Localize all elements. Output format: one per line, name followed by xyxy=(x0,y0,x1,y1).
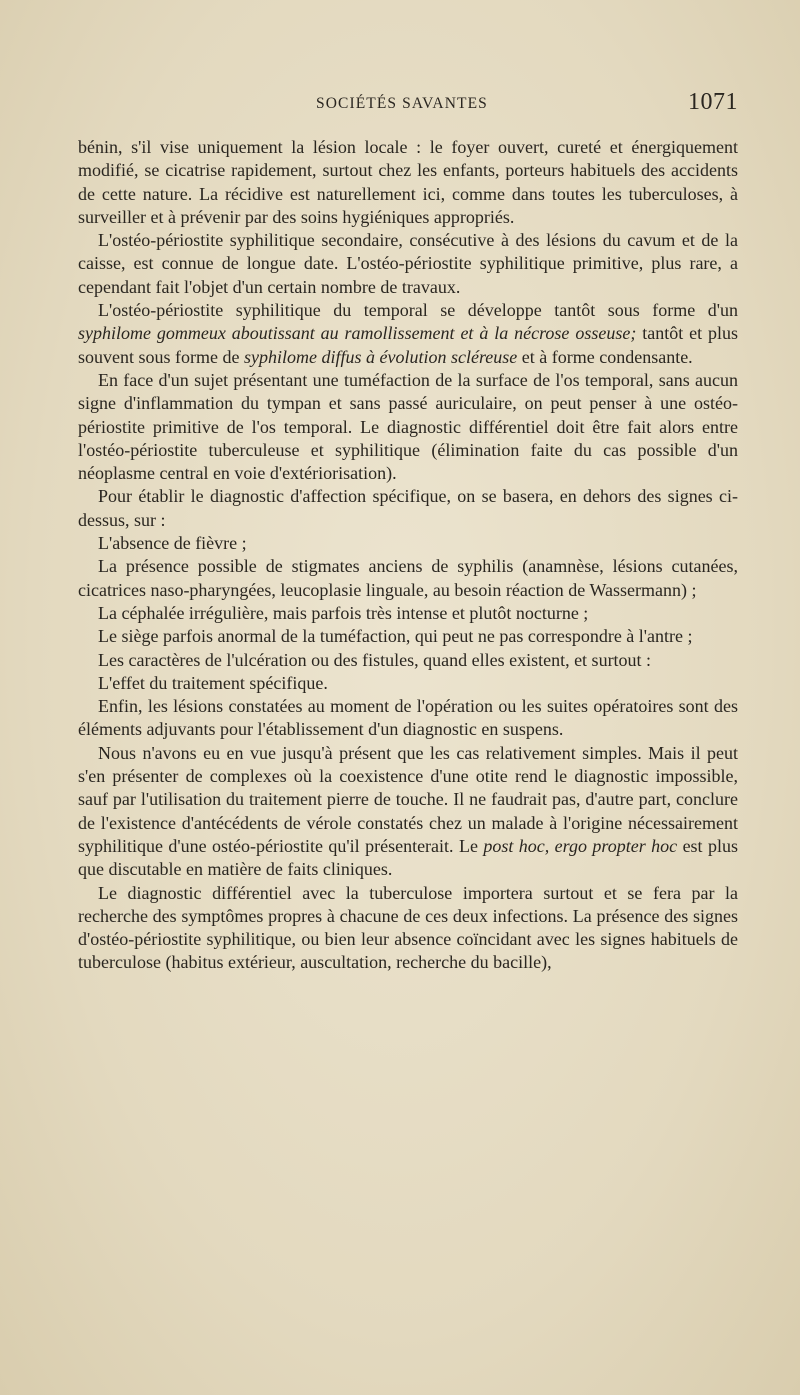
text-run: Les caractères de l'ulcération ou des fistules, quand elles existent, et surtout : xyxy=(98,649,652,670)
text-run: Le siège parfois anormal de la tuméfaction, qui peut ne pas correspondre à l'antre ; xyxy=(98,626,693,647)
italic-text: syphilome diffus à évolution scléreuse xyxy=(243,346,518,367)
text-run: et à forme condensante. xyxy=(517,346,693,367)
paragraph xyxy=(78,485,738,532)
text-run: L'absence de fièvre ; xyxy=(98,533,247,554)
paragraph xyxy=(78,695,738,742)
text-run: En face d'un sujet présentant une tuméfaction de la surface de l'os temporal, sans aucun signe d'inflammation du tympan et sans passé auriculaire, on peut penser à une ostéo-périostite primitive de l'os temporal. Le diagnostic différentiel doit être fait alors entre l'ostéo-périostite tuberculeuse et syphilitique (élimination faite du cas possible d'un néoplasme central en voie d'extériorisation). xyxy=(78,369,738,484)
text-run: Nous n'avons eu en vue jusqu'à présent que les cas relativement simples. Mais il peut s'en présenter de complexes où la coexistence d'une otite rend le diagnostic impossible, sauf par l'utilisation du traitement pierre de touche. Il ne faudrait pas, d'autre part, conclure de l'existence d'antécédents de vérole constatés chez un malade à l'origine nécessairement syphilitique d'une ostéo-périostite qu'il présenterait. Le xyxy=(78,742,738,856)
body-text xyxy=(78,136,738,975)
text-run: L'ostéo-périostite syphilitique secondaire, consécutive à des lésions du cavum et de la caisse, est connue de longue date. L'ostéo-périostite syphilitique primitive, plus rare, a cependant fait l'objet d'un certain nombre de travaux. xyxy=(78,230,738,297)
page-number: 1071 xyxy=(688,89,738,115)
text-run: Enfin, les lésions constatées au moment de l'opération ou les suites opératoires sont des éléments adjuvants pour l'établissement d'un diagnostic en suspens. xyxy=(78,696,738,740)
text-run: Pour établir le diagnostic d'affection spécifique, on se basera, en dehors des signes ci-dessus, sur : xyxy=(78,486,738,530)
page-header xyxy=(78,89,738,123)
text-run: L'ostéo-périostite syphilitique du temporal se développe tantôt sous forme d'un xyxy=(98,300,738,321)
text-run: Le diagnostic différentiel avec la tuberculose importera surtout et se fera par la recherche des symptômes propres à chacune de ces deux infections. La présence des signes d'ostéo-périostite syphilitique, ou bien leur absence coïncidant avec les signes habituels de tuberculose (habitus extérieur, auscultation, recherche du bacille), xyxy=(78,882,738,973)
italic-text: syphilome gommeux aboutissant au ramollissement et à la nécrose osseuse; xyxy=(78,323,637,344)
text-run: bénin, s'il vise uniquement la lésion locale : le foyer ouvert, cureté et énergiquement modifié, se cicatrise rapidement, surtout chez les enfants, porteurs habituels des accidents de cette nature. La récidive est naturellement ici, comme dans toutes les tuberculoses, à surveiller et à prévenir par des soins hygiéniques appropriés. xyxy=(78,137,738,227)
paragraph xyxy=(78,625,738,648)
paragraph xyxy=(78,369,738,485)
paragraph xyxy=(78,555,738,602)
paragraph xyxy=(78,672,738,695)
paragraph xyxy=(78,532,738,555)
text-run: La céphalée irrégulière, mais parfois très intense et plutôt nocturne ; xyxy=(98,602,589,623)
paragraph xyxy=(78,882,738,975)
text-run: tantôt et plus souvent sous forme de xyxy=(78,323,738,367)
paragraph xyxy=(78,299,738,369)
text-run: est plus que discutable en matière de faits cliniques. xyxy=(78,835,738,880)
paragraph xyxy=(78,136,738,229)
paragraph xyxy=(78,649,738,672)
running-head: SOCIÉTÉS SAVANTES xyxy=(316,95,488,112)
paragraph xyxy=(78,742,738,882)
paragraph xyxy=(78,602,738,625)
text-run: L'effet du traitement spécifique. xyxy=(98,672,328,693)
text-run: La présence possible de stigmates anciens de syphilis (anamnèse, lésions cutanées, cicatrices naso-pharyngées, leucoplasie linguale, au besoin réaction de Wassermann) ; xyxy=(78,556,738,600)
paragraph xyxy=(78,229,738,299)
italic-text: post hoc, ergo propter hoc xyxy=(483,835,678,856)
